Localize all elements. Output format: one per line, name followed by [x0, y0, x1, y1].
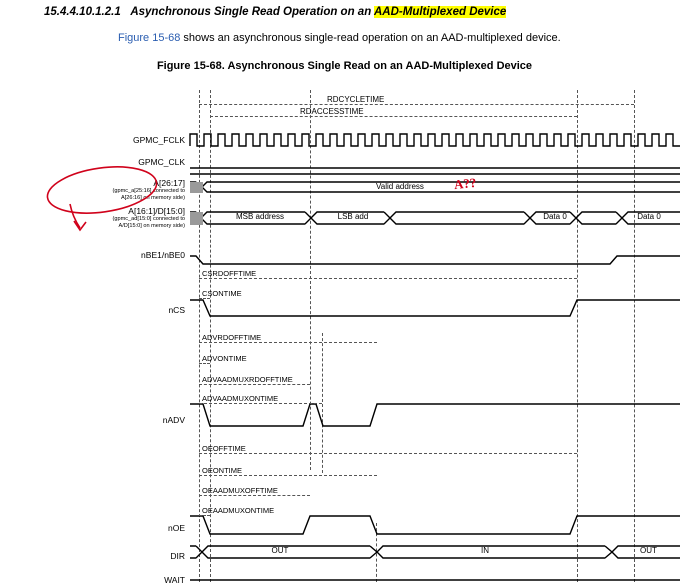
- signal-label-noe: nOE: [167, 523, 185, 533]
- label-rdcycletime: RDCYCLETIME: [327, 95, 385, 104]
- waveform-ncs: [190, 300, 680, 316]
- advontime-bracket: [199, 363, 210, 364]
- oeaadmuxontime-bracket: [199, 515, 210, 516]
- signal-label-nbe1-nbe0: nBE1/nBE0: [141, 250, 185, 260]
- waveform-nbe: [190, 256, 680, 264]
- label-advaadmuxontime: ADVAADMUXONTIME: [202, 394, 279, 403]
- oeontime-bracket: [199, 475, 377, 476]
- label-csontime: CSONTIME: [202, 289, 242, 298]
- waveform-nadv: [190, 404, 680, 426]
- guide-line-1: [199, 90, 200, 582]
- waveform-noe: [190, 516, 680, 534]
- advaadmuxontime-bracket: [199, 403, 322, 404]
- red-annotation-overlay: [0, 78, 689, 582]
- signal-sublabel-a16-1-d15-0: (gpmc_ad[15:0] connected to A/D[15:0] on memory side): [112, 216, 185, 229]
- section-title: Asynchronous Single Read Operation on an: [130, 6, 374, 18]
- bus-value-data0-first: Data 0: [543, 212, 567, 221]
- signal-label-ncs: nCS: [168, 305, 185, 315]
- guide-line-6: [577, 90, 578, 582]
- bus-idle-block-ad: [190, 212, 203, 225]
- label-oeontime: OEONTIME: [202, 466, 243, 475]
- bus-value-dir-out-right: OUT: [640, 546, 657, 555]
- label-oeofftime: OEOFFTIME: [202, 444, 246, 453]
- rdaccesstime-bracket: [210, 116, 577, 117]
- section-number: 15.4.4.10.1.2.1: [44, 6, 121, 18]
- intro-paragraph: [118, 32, 561, 44]
- oeaadmuxofftime-bracket: [199, 495, 310, 496]
- signal-label-dir: DIR: [170, 551, 185, 561]
- signal-sublabel-a26-17: (gpmc_a[25:16] connected to A[26:16] on memory side): [112, 188, 185, 201]
- label-advaadmuxrdofftime: ADVAADMUXRDOFFTIME: [202, 375, 293, 384]
- timing-diagram: [0, 78, 689, 585]
- waveform-canvas: [0, 78, 689, 582]
- advrdofftime-bracket: [199, 342, 377, 343]
- bus-value-lsb-add: LSB add: [337, 212, 369, 221]
- red-note-text: A??: [453, 174, 478, 193]
- guide-line-3: [310, 90, 311, 470]
- guide-line-4: [322, 333, 323, 473]
- label-rdaccesstime: RDACCESSTIME: [300, 107, 364, 116]
- bus-value-msb-address: MSB address: [235, 212, 285, 221]
- bus-value-valid-address: Valid address: [376, 182, 424, 191]
- figure-crossref-link[interactable]: Figure 15-68: [118, 32, 181, 44]
- csrdofftime-bracket: [199, 278, 577, 279]
- label-csrdofftime: CSRDOFFTIME: [202, 269, 257, 278]
- waveform-gpmc-fclk: [190, 134, 680, 146]
- signal-label-nadv: nADV: [162, 415, 185, 425]
- bus-value-dir-in: IN: [481, 546, 489, 555]
- signal-label-gpmc-clk: GPMC_CLK: [138, 157, 185, 167]
- guide-line-7: [634, 90, 635, 582]
- signal-label-a16-1-d15-0: A[16:1]/D[15:0]: [128, 206, 185, 216]
- intro-text: shows an asynchronous single-read operation on an AAD-multiplexed device.: [180, 32, 561, 44]
- label-advontime: ADVONTIME: [202, 354, 247, 363]
- label-oeaadmuxofftime: OEAADMUXOFFTIME: [202, 486, 278, 495]
- signal-label-wait: WAIT: [164, 575, 185, 585]
- figure-title: Figure 15-68. Asynchronous Single Read on an AAD-Multiplexed Device: [156, 60, 533, 72]
- bus-value-data0-second: Data 0: [637, 212, 661, 221]
- label-oeaadmuxontime: OEAADMUXONTIME: [202, 506, 275, 515]
- rdcycletime-bracket: [199, 104, 634, 105]
- guide-line-5: [376, 523, 377, 582]
- advaadmuxrdofftime-bracket: [199, 384, 310, 385]
- label-advrdofftime: ADVRDOFFTIME: [202, 333, 262, 342]
- bus-idle-block-a26-17: [190, 182, 203, 193]
- bus-value-dir-out-left: OUT: [271, 546, 289, 555]
- csontime-bracket: [199, 298, 210, 299]
- signal-label-gpmc-fclk: GPMC_FCLK: [133, 135, 185, 145]
- section-heading: [44, 6, 506, 18]
- oeofftime-bracket: [199, 453, 577, 454]
- section-title-highlight: AAD-Multiplexed Device: [374, 6, 507, 18]
- signal-label-a26-17: A[26:17]: [153, 178, 185, 188]
